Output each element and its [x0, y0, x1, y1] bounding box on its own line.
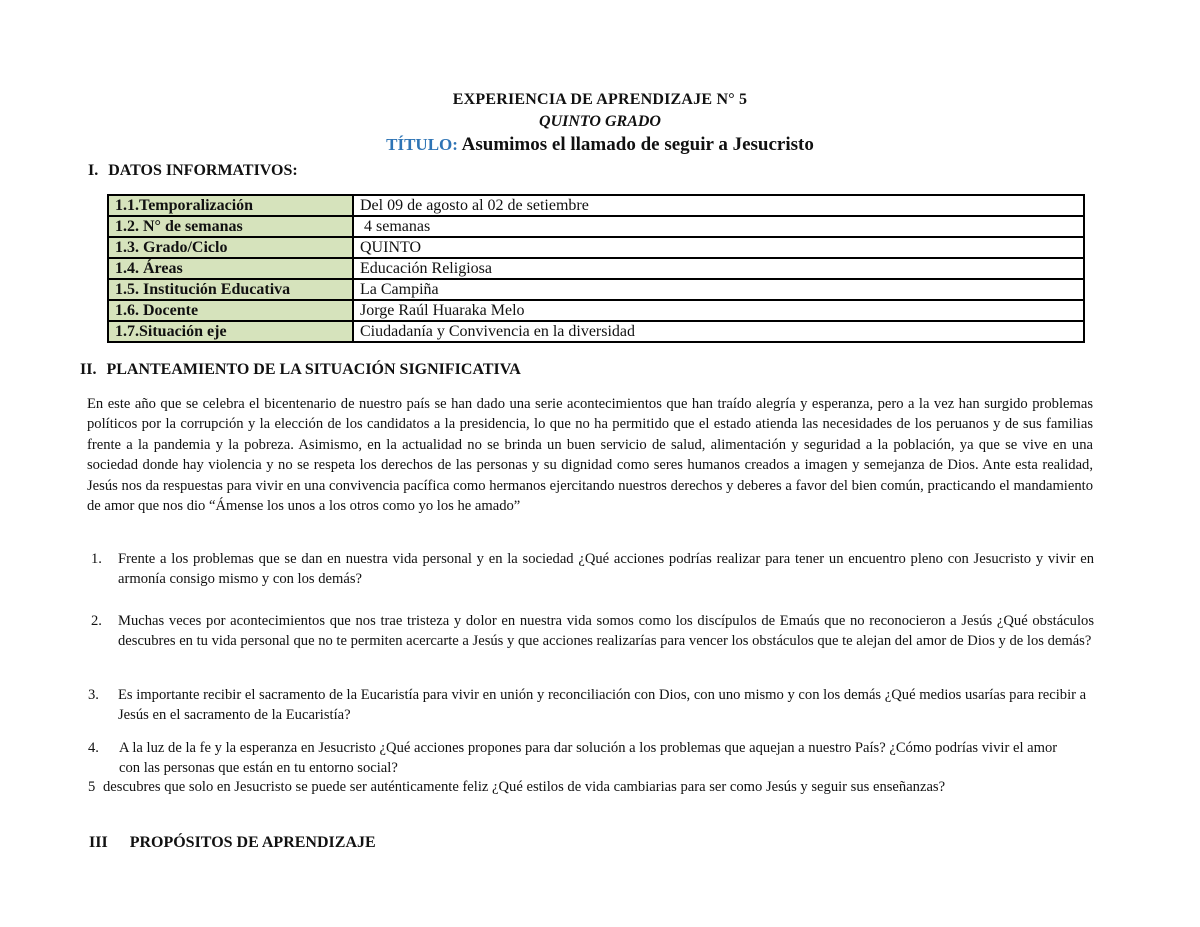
section-2-title: PLANTEAMIENTO DE LA SITUACIÓN SIGNIFICATIVA: [106, 361, 521, 378]
info-value: 4 semanas: [353, 216, 1084, 237]
info-key: 1.4. Áreas: [108, 258, 353, 279]
document-title: EXPERIENCIA DE APRENDIZAJE N° 5: [452, 91, 748, 108]
section-2-number: II.: [80, 361, 97, 378]
section-1-heading: [88, 162, 298, 180]
question-number: 3.: [88, 687, 99, 703]
info-key: 1.3. Grado/Ciclo: [108, 237, 353, 258]
title-text: Asumimos el llamado de seguir a Jesucristo: [461, 134, 814, 155]
section-1-number: I.: [88, 162, 99, 179]
table-row: [108, 321, 1084, 342]
title-label: TÍTULO:: [386, 135, 458, 154]
info-value: Del 09 de agosto al 02 de setiembre: [353, 195, 1084, 216]
info-table: [107, 194, 1085, 343]
table-row: [108, 258, 1084, 279]
info-value: La Campiña: [353, 279, 1084, 300]
info-value: Jorge Raúl Huaraka Melo: [353, 300, 1084, 321]
question-number: 4.: [88, 740, 99, 756]
section-3-heading: [89, 834, 376, 852]
question-number: 1.: [91, 551, 102, 567]
info-value: Educación Religiosa: [353, 258, 1084, 279]
question-text: Frente a los problemas que se dan en nuestra vida personal y en la sociedad ¿Qué acciones podrías realizar para tener un encuentro pleno con Jesucristo y vivir en armonía consigo mismo y con los demás?: [118, 551, 1094, 588]
section-3-title: PROPÓSITOS DE APRENDIZAJE: [129, 834, 376, 851]
question-text: Es importante recibir el sacramento de la Eucaristía para vivir en unión y reconciliación con Dios, con uno mismo y con los demás ¿Qué medios usarías para recibir a Jesús en el sacramento de la Eucaristía?: [118, 687, 1087, 724]
question-text: Muchas veces por acontecimientos que nos trae tristeza y dolor en nuestra vida somos como los discípulos de Emaús que no reconocieron a Jesús ¿Qué obstáculos descubres en tu vida personal que no te permiten acercarte a Jesús y que acciones realizarías para vencer los obstáculos que te alejan del amor de Dios y de los demás?: [118, 613, 1094, 650]
section-1-title: DATOS INFORMATIVOS:: [108, 162, 298, 179]
question-number: 5: [88, 779, 96, 795]
table-row: [108, 279, 1084, 300]
table-row: [108, 300, 1084, 321]
info-value: Ciudadanía y Convivencia en la diversidad: [353, 321, 1084, 342]
situation-paragraph: En este año que se celebra el bicentenario de nuestro país se han dado una serie acontecimientos que han traído alegría y esperanza, pero a la vez han surgido problemas políticos por la corrupción y la elección de los candidatos a la presidencia, lo que no ha permitido que el estado atienda las necesidades de los peruanos y de sus familias frente a la pandemia y la pobreza. Asimismo, en la actualidad no se brinda un buen servicio de salud, alimentación y seguridad a la población, ya que se vive en una sociedad donde hay violencia y no se respeta los derechos de las personas y su dignidad como seres humanos creados a imagen y semejanza de Dios. Ante esta realidad, Jesús nos da respuestas para vivir en una convivencia pacífica como hermanos ejercitando nuestros derechos y deberes a favor del bien común, practicando el mandamiento de amor que nos dio “Ámense los unos a los otros como yo los he amado”: [87, 396, 1093, 515]
table-row: [108, 216, 1084, 237]
info-key: 1.5. Institución Educativa: [108, 279, 353, 300]
table-row: [108, 237, 1084, 258]
table-row: [108, 195, 1084, 216]
info-key: 1.7.Situación eje: [108, 321, 353, 342]
question-text: A la luz de la fe y la esperanza en Jesucristo ¿Qué acciones propones para dar solución a los problemas que aquejan a nuestro País? ¿Cómo podrías vivir el amor con las personas que están en tu entorno social?: [119, 740, 1058, 777]
grade-label: QUINTO GRADO: [539, 113, 661, 130]
info-key: 1.2. N° de semanas: [108, 216, 353, 237]
question-text: descubres que solo en Jesucristo se puede ser auténticamente feliz ¿Qué estilos de vida cambiarias para ser como Jesús y seguir sus enseñanzas?: [103, 779, 946, 795]
info-value: QUINTO: [353, 237, 1084, 258]
info-key: 1.6. Docente: [108, 300, 353, 321]
section-2-heading: [80, 361, 521, 379]
section-3-number: III: [89, 834, 108, 851]
info-key: 1.1.Temporalización: [108, 195, 353, 216]
question-number: 2.: [91, 613, 102, 629]
lesson-title: [0, 134, 1200, 156]
